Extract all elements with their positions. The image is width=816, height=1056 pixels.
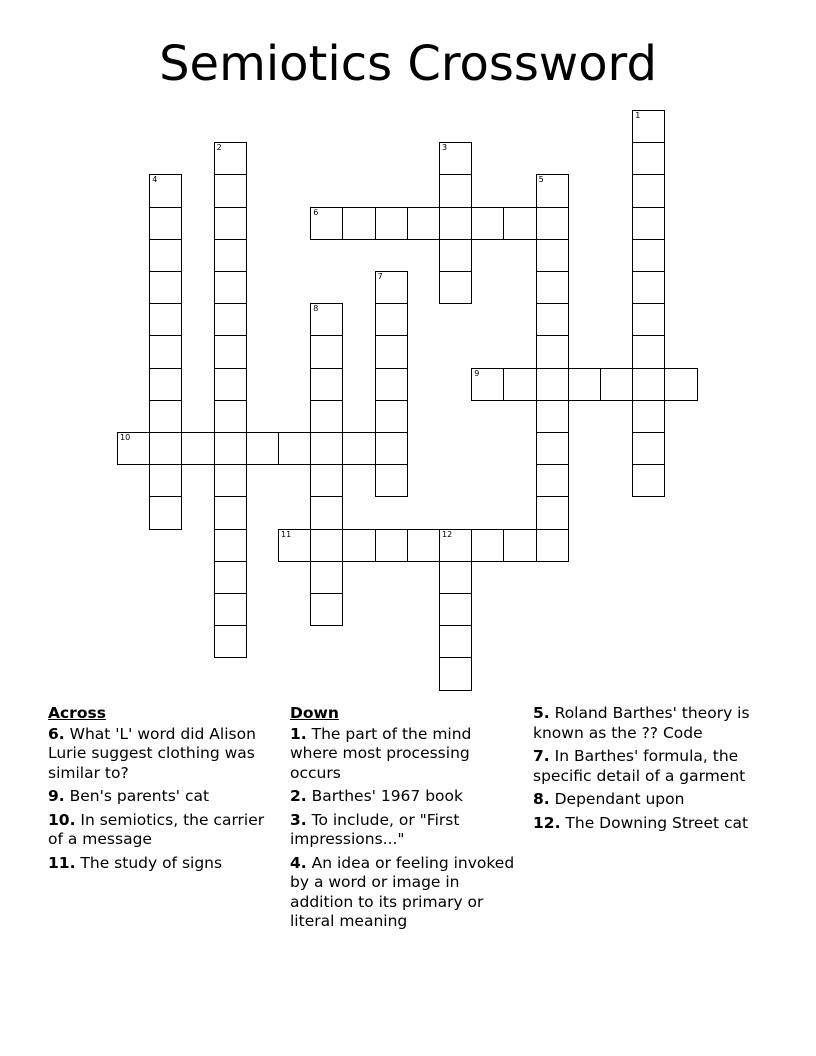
crossword-cell[interactable] (310, 529, 343, 562)
crossword-cell[interactable] (310, 496, 343, 529)
crossword-cell[interactable] (471, 529, 504, 562)
clue-number: 6 (313, 207, 319, 217)
crossword-cell[interactable] (149, 207, 182, 240)
across-heading: Across (48, 704, 106, 722)
crossword-cell[interactable] (375, 335, 408, 368)
clue-down-8: 8. Dependant upon (533, 790, 685, 808)
crossword-cell[interactable] (407, 529, 440, 562)
crossword-cell[interactable] (439, 174, 472, 207)
crossword-cell[interactable] (375, 271, 408, 304)
crossword-cell[interactable] (310, 207, 343, 240)
crossword-cell[interactable] (536, 239, 569, 272)
crossword-cell[interactable] (632, 271, 665, 304)
crossword-cell[interactable] (214, 271, 247, 304)
crossword-cell[interactable] (536, 174, 569, 207)
clue-down-12: 12. The Downing Street cat (533, 813, 749, 832)
crossword-cell[interactable] (214, 464, 247, 497)
clue-number: 2 (216, 143, 222, 153)
crossword-cell[interactable] (568, 368, 601, 401)
crossword-cell[interactable] (407, 207, 440, 240)
crossword-cell[interactable] (536, 400, 569, 433)
crossword-cell[interactable] (375, 529, 408, 562)
clue-number: 5 (538, 175, 544, 185)
crossword-cell[interactable] (632, 464, 665, 497)
crossword-cell[interactable] (375, 432, 408, 465)
crossword-cell[interactable] (310, 303, 343, 336)
crossword-cell[interactable] (214, 529, 247, 562)
down-heading: Down (290, 704, 339, 722)
crossword-cell[interactable] (471, 368, 504, 401)
crossword-cell[interactable] (536, 368, 569, 401)
crossword-cell[interactable] (214, 239, 247, 272)
crossword-cell[interactable] (536, 335, 569, 368)
crossword-cell[interactable] (439, 529, 472, 562)
crossword-cell[interactable] (149, 303, 182, 336)
crossword-cell[interactable] (439, 593, 472, 626)
crossword-cell[interactable] (632, 142, 665, 175)
crossword-cell[interactable] (246, 432, 279, 465)
clue-across-11: 11. The study of signs (48, 853, 223, 872)
crossword-cell[interactable] (214, 400, 247, 433)
clue-number: 12 (442, 529, 453, 539)
clue-number: 3 (442, 143, 448, 153)
crossword-cell[interactable] (439, 657, 472, 690)
crossword-cell[interactable] (214, 432, 247, 465)
crossword-cell[interactable] (214, 174, 247, 207)
crossword-cell[interactable] (214, 142, 247, 175)
clue-down-7: 7. In Barthes' formula, the specific detail of a garment (533, 747, 746, 785)
crossword-cell[interactable] (632, 303, 665, 336)
crossword-cell[interactable] (214, 303, 247, 336)
crossword-cell[interactable] (149, 432, 182, 465)
down-clues (290, 704, 515, 936)
clue-number: 7 (377, 272, 383, 281)
crossword-cell[interactable] (600, 368, 633, 401)
crossword-cell[interactable] (278, 432, 311, 465)
crossword-cell[interactable] (214, 496, 247, 529)
crossword-cell[interactable] (536, 496, 569, 529)
across-clues (48, 704, 273, 877)
clue-number: 1 (635, 111, 641, 120)
clue-number: 4 (152, 175, 158, 185)
crossword-cell[interactable] (342, 432, 375, 465)
crossword-cell[interactable] (149, 496, 182, 529)
crossword-cell[interactable] (632, 368, 665, 401)
crossword-cell[interactable] (439, 561, 472, 594)
crossword-cell[interactable] (149, 335, 182, 368)
crossword-cell[interactable] (375, 207, 408, 240)
crossword-cell[interactable] (214, 368, 247, 401)
crossword-cell[interactable] (503, 368, 536, 401)
clue-number: 11 (281, 529, 292, 539)
crossword-cell[interactable] (664, 368, 697, 401)
down-clues-continued (533, 704, 758, 837)
crossword-cell[interactable] (310, 593, 343, 626)
crossword-cell[interactable] (117, 432, 150, 465)
crossword-cell[interactable] (375, 464, 408, 497)
crossword-cell[interactable] (536, 464, 569, 497)
crossword-cell[interactable] (632, 335, 665, 368)
crossword-cell[interactable] (214, 561, 247, 594)
crossword-cell[interactable] (632, 400, 665, 433)
crossword-cell[interactable] (214, 335, 247, 368)
crossword-cell[interactable] (536, 432, 569, 465)
crossword-cell[interactable] (149, 271, 182, 304)
clue-across-10: 10. In semiotics, the carrier of a message (48, 810, 265, 848)
page-title: Semiotics Crossword (159, 36, 657, 92)
crossword-cell[interactable] (503, 529, 536, 562)
crossword-cell[interactable] (632, 239, 665, 272)
crossword-cell[interactable] (375, 400, 408, 433)
crossword-cell[interactable] (632, 207, 665, 240)
clue-down-1: 1. The part of the mind where most processing occurs (290, 724, 472, 782)
clue-across-9: 9. Ben's parents' cat (48, 787, 210, 805)
crossword-cell[interactable] (181, 432, 214, 465)
clue-across-6: 6. What 'L' word did Alison Lurie suggest clothing was similar to? (48, 724, 256, 782)
crossword-cell[interactable] (214, 593, 247, 626)
crossword-cell[interactable] (214, 625, 247, 658)
crossword-cell[interactable] (149, 174, 182, 207)
clue-number: 8 (313, 304, 319, 314)
crossword-cell[interactable] (536, 207, 569, 240)
crossword-cell[interactable] (503, 207, 536, 240)
crossword-cell[interactable] (342, 207, 375, 240)
clue-down-5: 5. Roland Barthes' theory is known as the ?? Code (533, 704, 750, 742)
crossword-cell[interactable] (149, 464, 182, 497)
crossword-cell[interactable] (375, 303, 408, 336)
crossword-cell[interactable] (310, 432, 343, 465)
crossword-cell[interactable] (214, 207, 247, 240)
crossword-cell[interactable] (536, 271, 569, 304)
crossword-cell[interactable] (439, 239, 472, 272)
crossword-cell[interactable] (149, 239, 182, 272)
crossword-cell[interactable] (471, 207, 504, 240)
crossword-cell[interactable] (439, 625, 472, 658)
crossword-cell[interactable] (342, 529, 375, 562)
crossword-cell[interactable] (632, 110, 665, 143)
crossword-cell[interactable] (536, 303, 569, 336)
crossword-cell[interactable] (439, 142, 472, 175)
crossword-cell[interactable] (375, 368, 408, 401)
crossword-cell[interactable] (278, 529, 311, 562)
clue-down-3: 3. To include, or "First impressions..." (290, 810, 460, 848)
crossword-cell[interactable] (310, 335, 343, 368)
crossword-cell[interactable] (310, 464, 343, 497)
crossword-cell[interactable] (310, 400, 343, 433)
crossword-cell[interactable] (632, 174, 665, 207)
crossword-cell[interactable] (149, 368, 182, 401)
clue-down-4: 4. An idea or feeling invoked by a word or image in addition to its primary or literal meaning (290, 853, 515, 930)
crossword-cell[interactable] (439, 207, 472, 240)
crossword-cell[interactable] (310, 561, 343, 594)
clue-number: 10 (120, 433, 131, 442)
crossword-cell[interactable] (149, 400, 182, 433)
clue-number: 9 (474, 368, 480, 378)
crossword-cell[interactable] (536, 529, 569, 562)
crossword-cell[interactable] (439, 271, 472, 304)
crossword-cell[interactable] (310, 368, 343, 401)
clue-down-2: 2. Barthes' 1967 book (290, 787, 463, 805)
crossword-cell[interactable] (632, 432, 665, 465)
